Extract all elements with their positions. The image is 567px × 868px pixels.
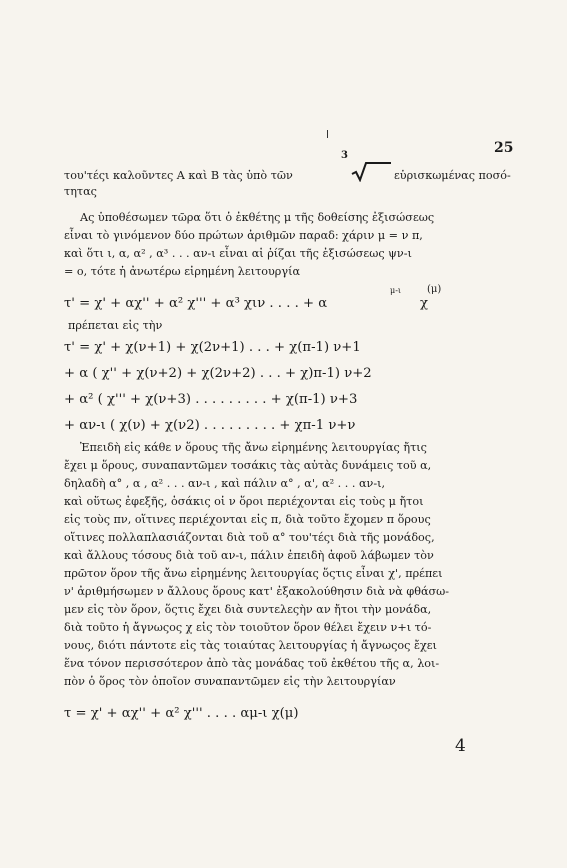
- equation-row: + α ( χ'' + χ(ν+2) + χ(2ν+2) . . . + χ)π-1) ν+2: [64, 366, 372, 381]
- para2-line: ἕνα τόνον περισσότερον ἀπὸ τὰς μονάδας τοῦ ἐκθέτου τῆς α, λοι-: [64, 657, 440, 670]
- para2-line: πὸν ὁ ὅρος τὸν ὁποῖον συναπαντῶμεν εἰς τὴν λειτουργίαν: [64, 675, 396, 688]
- para2-line: καὶ ἄλλους τόσους διὰ τοῦ αν-ι, πάλιν ἐπειδὴ ἀφοῦ λάβωμεν τὸν: [64, 549, 434, 562]
- eq-main-mu: (μ): [427, 284, 442, 295]
- para1-line: εἶναι τὸ γινόμενον δύο πρώτων ἀριθμῶν παραδ: χάριν μ = ν π,: [64, 229, 423, 242]
- para2-line: ν' ἀριθμήσωμεν ν ἄλλους ὅρους κατ' ἐξακολούθησιν διὰ νὰ φθάσω-: [64, 585, 450, 598]
- header-line-right: εὑρισκωμένας ποσό-: [394, 169, 511, 182]
- para2-line: διὰ τοῦτο ἡ ἄγνωςος χ εἰς τὸν τοιοῦτον ὅρον θέλει ἔχειν ν+ι τό-: [64, 621, 432, 634]
- para1-line: καὶ ὅτι ι, α, α² , α³ . . . αν-ι εἶναι αἱ ῥίζαι τῆς ἐξισώσεως ψν-ι: [64, 247, 412, 260]
- prepei-line: πρέπεται εἰς τὴν: [68, 319, 163, 332]
- para2-line: νους, διότι πάντοτε εἰς τὰς τοιαύτας λειτουργίας ἡ ἄγνωςος ἔχει: [64, 639, 437, 652]
- eq-main: τ' = χ' + αχ'' + α² χ''' + α³ χιν . . . . + α: [64, 296, 328, 311]
- root-index: 3: [341, 150, 348, 161]
- signature-mark: 4: [455, 736, 466, 756]
- para2-line: πρῶτον ὅρον τῆς ἄνω εἰρημένης λειτουργίας ὅςτις εἶναι χ', πρέπει: [64, 567, 443, 580]
- eq-main-tail: χ: [420, 296, 428, 311]
- para2-line: καὶ οὕτως ἐφεξῆς, ὁσάκις οἱ ν ὅροι περιέχονται εἰς τοὺς μ ἤτοι: [64, 495, 424, 508]
- header-line-2: τητας: [64, 185, 97, 198]
- para2-line: μεν εἰς τὸν ὅρον, ὅςτις ἔχει διὰ συντελεςὴν αν ἤτοι τὴν μονάδα,: [64, 603, 432, 616]
- equation-row: + α² ( χ''' + χ(ν+3) . . . . . . . . . + χ(π-1) ν+3: [64, 392, 358, 407]
- para2-line: δηλαδὴ α° , α , α² . . . αν-ι , καὶ πάλιν α° , α', α² . . . αν-ι,: [64, 477, 386, 490]
- para1-line: = ο, τότε ἡ ἀνωτέρω εἰρημένη λειτουργία: [64, 265, 301, 278]
- stray-mark: [327, 130, 328, 138]
- final-equation: τ = χ' + αχ'' + α² χ''' . . . . αμ-ι χ(μ): [64, 706, 299, 721]
- para2-line: εἰς τοὺς πν, οἵτινες περιέχονται εἰς π, διὰ τοῦτο ἔχομεν π ὅρους: [64, 513, 431, 526]
- eq-main-exponent: μ-ι: [390, 286, 402, 295]
- para1-line: Ας ὑποθέσωμεν τῶρα ὅτι ὁ ἐκθέτης μ τῆς δοθείσης ἐξισώσεως: [80, 211, 435, 224]
- page-number: 25: [494, 140, 514, 156]
- equation-row: + αν-ι ( χ(ν) + χ(ν2) . . . . . . . . . + χπ-1 ν+ν: [64, 418, 356, 433]
- para2-line: οἵτινες πολλαπλασιάζονται διὰ τοῦ α° του'τέςι διὰ τῆς μονάδος,: [64, 531, 435, 544]
- para2-line: ἔχει μ ὅρους, συναπαντῶμεν τοσάκις τὰς αὐτὰς δυνάμεις τοῦ α,: [64, 459, 432, 472]
- equation-row: τ' = χ' + χ(ν+1) + χ(2ν+1) . . . + χ(π-1) ν+1: [64, 340, 361, 355]
- header-line-left: του'τέςι καλοῦντες Α καὶ Β τὰς ὑπὸ τῶν: [64, 169, 293, 182]
- radical-sign-icon: [350, 160, 392, 182]
- para2-line: Ἐπειδὴ εἰς κάθε ν ὅρους τῆς ἄνω εἰρημένης λειτουργίας ἤτις: [80, 441, 427, 454]
